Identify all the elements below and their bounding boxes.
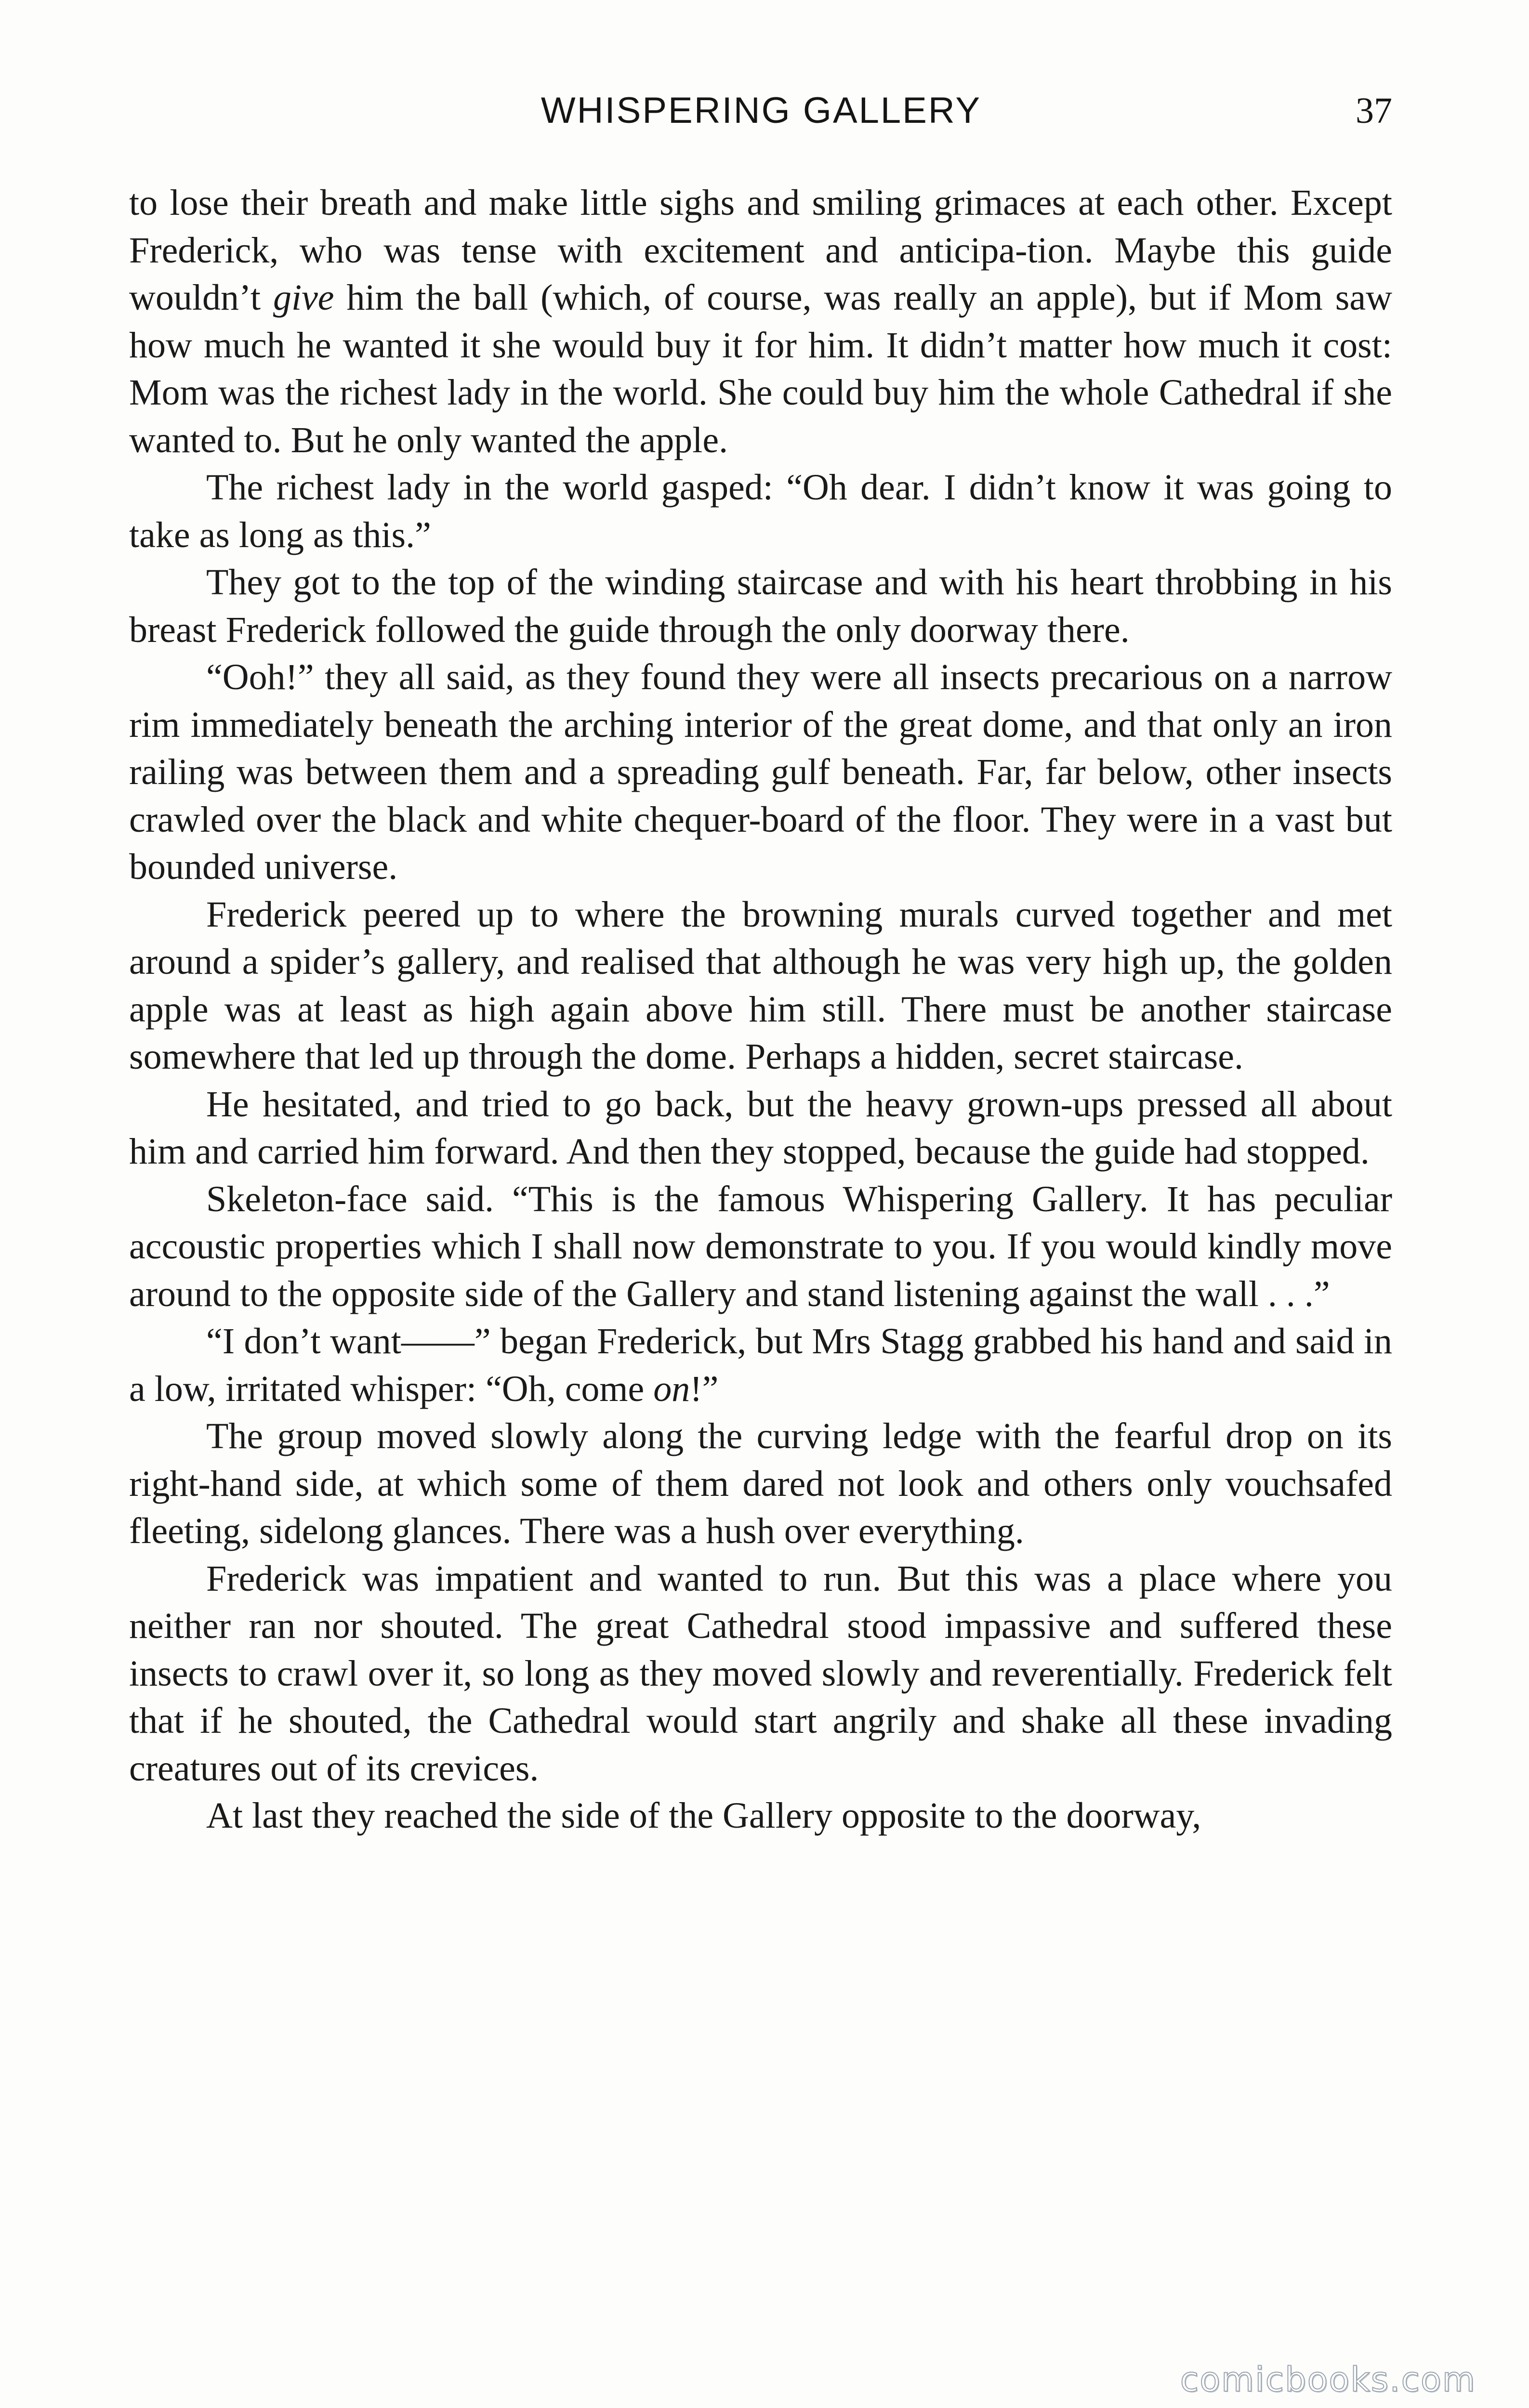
- italic-text: on: [653, 1368, 690, 1409]
- text-run: Skeleton-face said. “This is the famous Whispering Gallery. It has peculiar accoustic properties which I shall now demonstrate to you. If you would kindly move around to the opposite side of the Gallery and stand listening against the wall . . .”: [129, 1178, 1392, 1314]
- text-run: The richest lady in the world gasped: “Oh dear. I didn’t know it was going to take as long as this.”: [129, 467, 1392, 555]
- body-text: [129, 179, 1392, 1840]
- paragraph: [129, 1413, 1392, 1555]
- paragraph: [129, 1318, 1392, 1413]
- paragraph: [129, 179, 1392, 464]
- text-run: The group moved slowly along the curving ledge with the fearful drop on its right-hand side, at which some of them dared not look and others only vouchsafed fleeting, sidelong glances. There was a hush over everything.: [129, 1416, 1392, 1551]
- watermark-logo: comicbooks.com: [1180, 2360, 1476, 2399]
- italic-text: give: [273, 277, 334, 318]
- paragraph: [129, 1176, 1392, 1318]
- paragraph: [129, 654, 1392, 891]
- paragraph: [129, 891, 1392, 1081]
- page-number: 37: [1356, 91, 1392, 131]
- text-run: He hesitated, and tried to go back, but the heavy grown-ups pressed all about him and carried him forward. And then they stopped, because the guide had stopped.: [129, 1084, 1392, 1172]
- text-run: They got to the top of the winding staircase and with his heart throbbing in his breast Frederick followed the guide through the only doorway there.: [129, 562, 1392, 650]
- paragraph: [129, 1081, 1392, 1176]
- text-run: !”: [690, 1368, 719, 1409]
- text-run: Frederick peered up to where the browning murals curved together and met around a spider’s gallery, and realised that although he was very high up, the golden apple was at least as high again above him still. There must be another staircase somewhere that led up through the dome. Perhaps a hidden, secret staircase.: [129, 894, 1392, 1077]
- text-run: At last they reached the side of the Gallery opposite to the doorway,: [206, 1795, 1201, 1836]
- paragraph: [129, 559, 1392, 654]
- text-run: him the ball (which, of course, was really an apple), but if Mom saw how much he wanted it she would buy it for him. It didn’t matter how much it cost: Mom was the richest lady in the world. She could buy him the whole Cathedral if she wanted to. But he only wanted the apple.: [129, 277, 1392, 460]
- text-run: “I don’t want——” began Frederick, but Mrs Stagg grabbed his hand and said in a low, irritated whisper: “Oh, come: [129, 1321, 1392, 1409]
- paragraph: [129, 1555, 1392, 1793]
- text-run: “Ooh!” they all said, as they found they were all insects precarious on a narrow rim immediately beneath the arching interior of the great dome, and that only an iron railing was between them and a spreading gulf beneath. Far, far below, other insects crawled over the black and white chequer-board of the floor. They were in a vast but bounded universe.: [129, 657, 1392, 887]
- running-title: WHISPERING GALLERY: [540, 90, 982, 131]
- running-head: [130, 84, 1392, 137]
- paragraph: [129, 1792, 1392, 1840]
- text-run: to lose their breath and make little sighs and smiling grimaces at each other. Except Frederick, who was tense with excitement and anticipa-tion. Maybe this guide wouldn’t: [129, 183, 1392, 318]
- paragraph: [129, 464, 1392, 559]
- text-run: Frederick was impatient and wanted to run. But this was a place where you neither ran nor shouted. The great Cathedral stood impassive and suffered these insects to crawl over it, so long as they moved slowly and reverentially. Frederick felt that if he shouted, the Cathedral would start angrily and shake all these invading creatures out of its crevices.: [129, 1558, 1392, 1789]
